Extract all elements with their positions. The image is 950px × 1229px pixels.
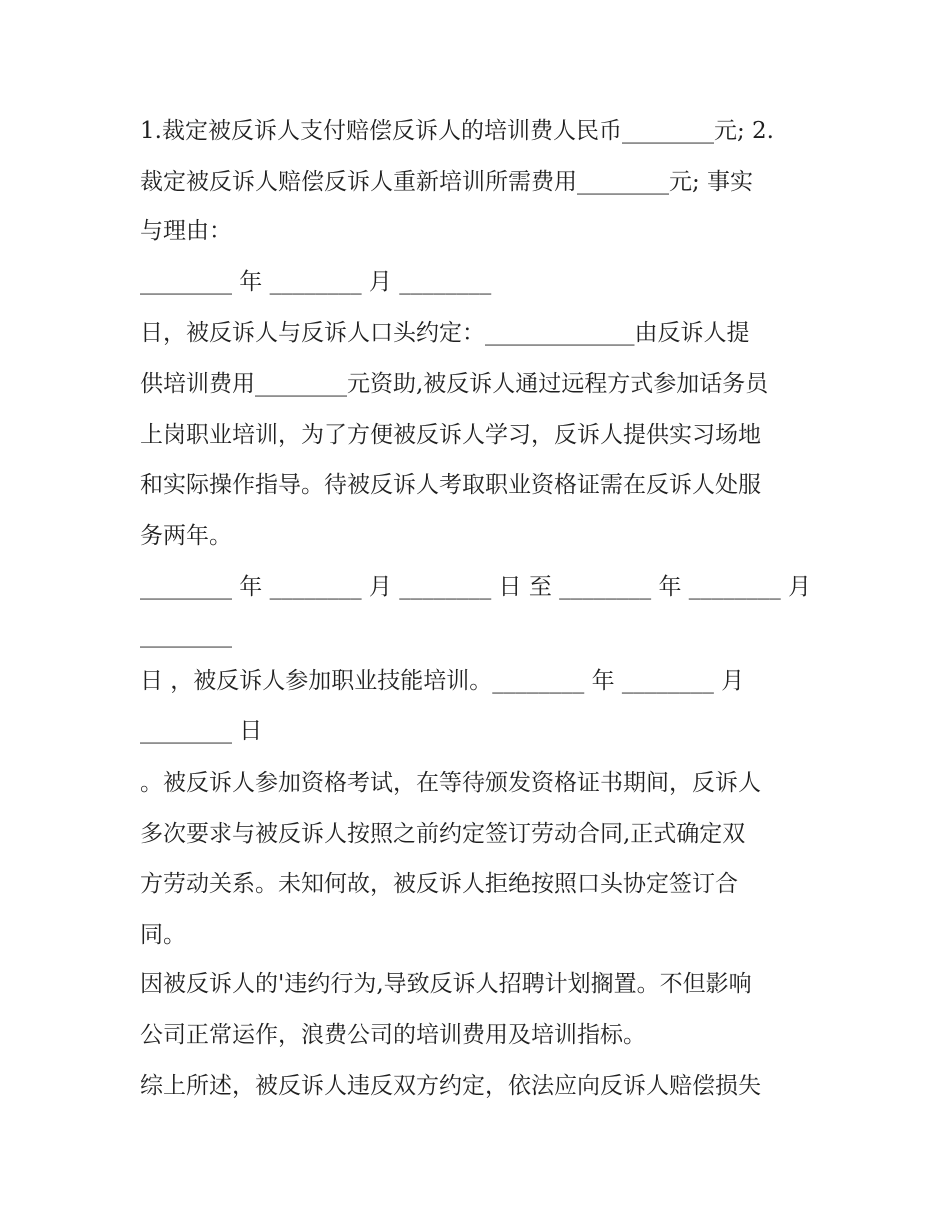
paragraph-line: 因被反诉人的'违约行为,导致反诉人招聘计划搁置。不但影响 (140, 971, 752, 997)
paragraph-line: 供培训费用________元资助,被反诉人通过远程方式参加话务员 (140, 371, 769, 397)
paragraph-line: 同。 (140, 922, 186, 948)
paragraph-line: 上岗职业培训，为了方便被反诉人学习，反诉人提供实习场地 (140, 422, 761, 448)
paragraph-line: 与理由： (140, 218, 232, 244)
paragraph-line: 公司正常运作，浪费公司的培训费用及培训指标。 (140, 1022, 646, 1048)
paragraph-line: 1.裁定被反诉人支付赔偿反诉人的培训费人民币________元; 2. (140, 118, 774, 144)
date-line: ________ 日 (140, 718, 263, 744)
paragraph-line: 裁定被反诉人赔偿反诉人重新培训所需费用________元; 事实 (140, 169, 754, 195)
paragraph-line: 日 ，被反诉人参加职业技能培训。________ 年 ________ 月 (140, 668, 745, 694)
paragraph-line: 方劳动关系。未知何故，被反诉人拒绝按照口头协定签订合 (140, 871, 738, 897)
paragraph-line: 和实际操作指导。待被反诉人考取职业资格证需在反诉人处服 (140, 472, 761, 498)
paragraph-line: 多次要求与被反诉人按照之前约定签订劳动合同,正式确定双 (140, 821, 746, 847)
paragraph-line: 。被反诉人参加资格考试，在等待颁发资格证书期间，反诉人 (140, 770, 761, 796)
paragraph-line: 综上所述，被反诉人违反双方约定，依法应向反诉人赔偿损失 (140, 1073, 761, 1099)
date-range-line: ________ 年 ________ 月 ________ 日 至 ________ 年 ________ 月 (140, 574, 812, 600)
paragraph-line: 务两年。 (140, 523, 232, 549)
blank-line: ________ (140, 622, 232, 648)
paragraph-line: 日，被反诉人与反诉人口头约定：_____________由反诉人提 (140, 320, 750, 346)
date-line: ________ 年 ________ 月 ________ (140, 269, 492, 295)
